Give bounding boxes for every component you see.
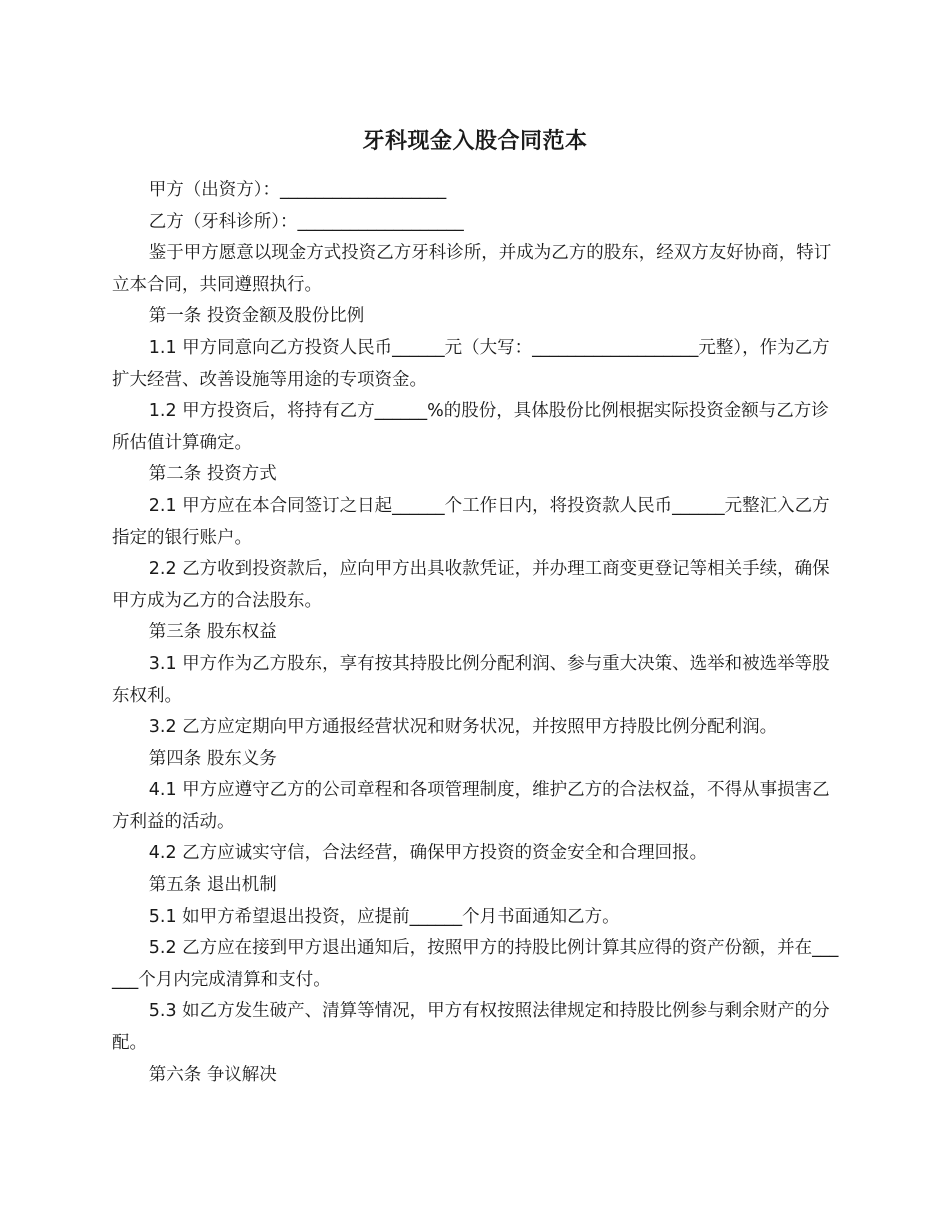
- clause-4-2: 4.2 乙方应诚实守信，合法经营，确保甲方投资的资金安全和合理回报。: [148, 843, 708, 864]
- clause-5-1: 5.1 如甲方希望退出投资，应提前______个月书面通知乙方。: [148, 906, 620, 927]
- party-b-line: 乙方（牙科诊所）：___________________: [148, 211, 464, 232]
- article-2-heading: 第二条 投资方式: [148, 464, 277, 485]
- clause-1-2: 1.2 甲方投资后，将持有乙方______%的股份，具体股份比例根据实际投资金额与乙方诊所估值计算确定。: [112, 401, 829, 453]
- party-a-line: 甲方（出资方）：___________________: [148, 180, 447, 200]
- clause-3-2: 3.2 乙方应定期向甲方通报经营状况和财务状况，并按照甲方持股比例分配利润。: [148, 717, 778, 738]
- document-body: [112, 175, 840, 1091]
- clause-2-2: 2.2 乙方收到投资款后，应向甲方出具收款凭证，并办理工商变更登记等相关手续，确保甲方成为乙方的合法股东。: [112, 559, 830, 611]
- preamble-paragraph: 鉴于甲方愿意以现金方式投资乙方牙科诊所，并成为乙方的股东，经双方友好协商，特订立本合同，共同遵照执行。: [112, 243, 832, 295]
- clause-5-2: 5.2 乙方应在接到甲方退出通知后，按照甲方的持股比例计算其应得的资产份额，并在______个月内完成清算和支付。: [112, 938, 839, 990]
- clause-4-1: 4.1 甲方应遵守乙方的公司章程和各项管理制度，维护乙方的合法权益，不得从事损害乙方利益的活动。: [112, 780, 830, 832]
- article-5-heading: 第五条 退出机制: [148, 875, 277, 896]
- clause-2-1: 2.1 甲方应在本合同签订之日起______个工作日内，将投资款人民币______元整汇入乙方指定的银行账户。: [112, 495, 830, 548]
- article-6-heading: 第六条 争议解决: [148, 1064, 277, 1085]
- article-1-heading: 第一条 投资金额及股份比例: [148, 306, 365, 327]
- article-4-heading: 第四条 股东义务: [148, 748, 277, 769]
- clause-1-1: 1.1 甲方同意向乙方投资人民币______元（大写：___________________元整），作为乙方扩大经营、改善设施等用途的专项资金。: [112, 337, 830, 390]
- clause-5-3: 5.3 如乙方发生破产、清算等情况，甲方有权按照法律规定和持股比例参与剩余财产的分配。: [112, 1001, 830, 1054]
- clause-3-1: 3.1 甲方作为乙方股东，享有按其持股比例分配利润、参与重大决策、选举和被选举等股东权利。: [112, 653, 830, 706]
- article-3-heading: 第三条 股东权益: [148, 622, 277, 643]
- document-title: 牙科现金入股合同范本: [362, 129, 588, 154]
